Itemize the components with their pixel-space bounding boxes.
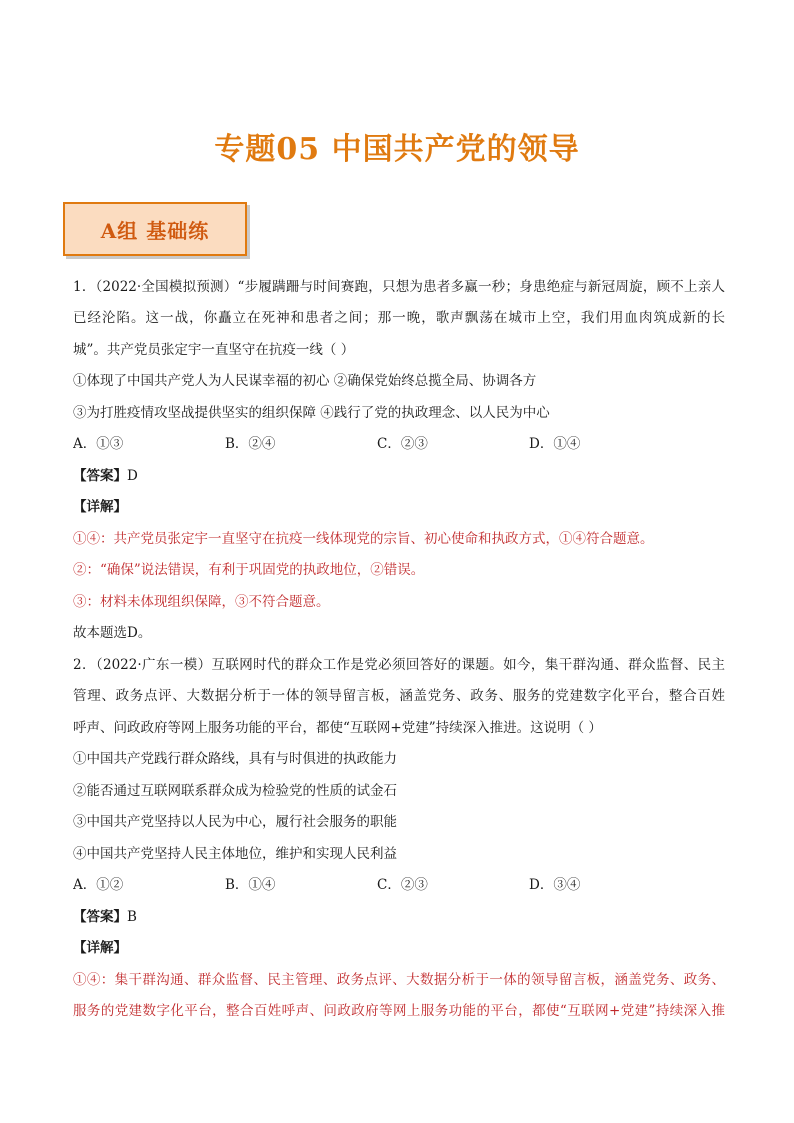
options-row [73,870,725,902]
statement: ②能否通过互联网联系群众成为检验党的性质的试金石 [73,782,397,799]
conclusion: 故本题选D。 [73,625,152,641]
section-label: A组 基础练 [100,218,210,243]
options-row [73,429,725,461]
answer-line [73,461,725,493]
statement: ③中国共产党坚持以人民为中心，履行社会服务的职能 [73,814,397,830]
question-text: 1．（2022·全国模拟预测）“步履蹒跚与时间赛跑，只想为患者多赢一秒；身患绝症与新冠周旋，顾不上亲人 [73,278,725,295]
statement: ④中国共产党坚持人民主体地位，维护和实现人民利益 [73,845,397,862]
question-2 [73,650,725,1028]
option-b: B．②④ [225,436,276,452]
answer-value: D [127,467,138,484]
statement: ①中国共产党践行群众路线，具有与时俱进的执政能力 [73,751,397,767]
detail-text: ②：“确保”说法错误，有利于巩固党的执政地位，②错误。 [73,562,425,578]
option-d: D．①④ [529,436,581,452]
question-text: 管理、政务点评、大数据分析于一体的领导留言板，涵盖党务、政务、服务的党建数字化平台，整合百姓 [73,688,725,704]
option-c: C．②③ [377,436,428,452]
detail-label: 【详解】 [73,940,127,956]
option-a: A．①③ [73,436,124,452]
detail-text: ①④：共产党员张定宇一直坚守在抗疫一线体现党的宗旨、初心使命和执政方式，①④符合题意。 [73,530,654,547]
question-text: 2．（2022·广东一模）互联网时代的群众工作是党必须回答好的课题。如今，集干群沟通、群众监督、民主 [73,656,725,673]
answer-label: 【答案】 [73,467,127,484]
option-b: B．①④ [225,877,276,893]
option-a: A．①② [73,877,124,893]
statement: ③为打胜疫情攻坚战提供坚实的组织保障 ④践行了党的执政理念、以人民为中心 [73,404,550,421]
question-1 [73,272,725,650]
question-text: 呼声、问政政府等网上服务功能的平台，都使“互联网+党建”持续深入推进。这说明（ ） [73,719,602,736]
option-c: C．②③ [377,877,428,893]
detail-text: ③：材料未体现组织保障，③不符合题意。 [73,593,330,610]
question-text: 已经沦陷。这一战，你矗立在死神和患者之间；那一晚，歌声飘荡在城市上空，我们用血肉筑成新的长 [73,310,725,326]
answer-value: B [127,908,137,925]
document-body [73,240,725,1028]
detail-text: 服务的党建数字化平台，整合百姓呼声、问政政府等网上服务功能的平台，都使“互联网+党建”持续深入推 [73,1003,725,1019]
statement: ①体现了中国共产党人为人民谋幸福的初心 ②确保党始终总揽全局、协调各方 [73,373,537,389]
option-d: D．③④ [529,877,581,893]
detail-text: ①④：集干群沟通、群众监督、民主管理、政务点评、大数据分析于一体的领导留言板，涵盖党务、政务、 [73,971,725,988]
answer-line [73,902,725,934]
detail-label: 【详解】 [73,499,127,515]
page-title: 专题05 中国共产党的领导 [214,132,580,167]
answer-label: 【答案】 [73,908,127,925]
question-text: 城”。共产党员张定宇一直坚守在抗疫一线（ ） [73,341,355,358]
